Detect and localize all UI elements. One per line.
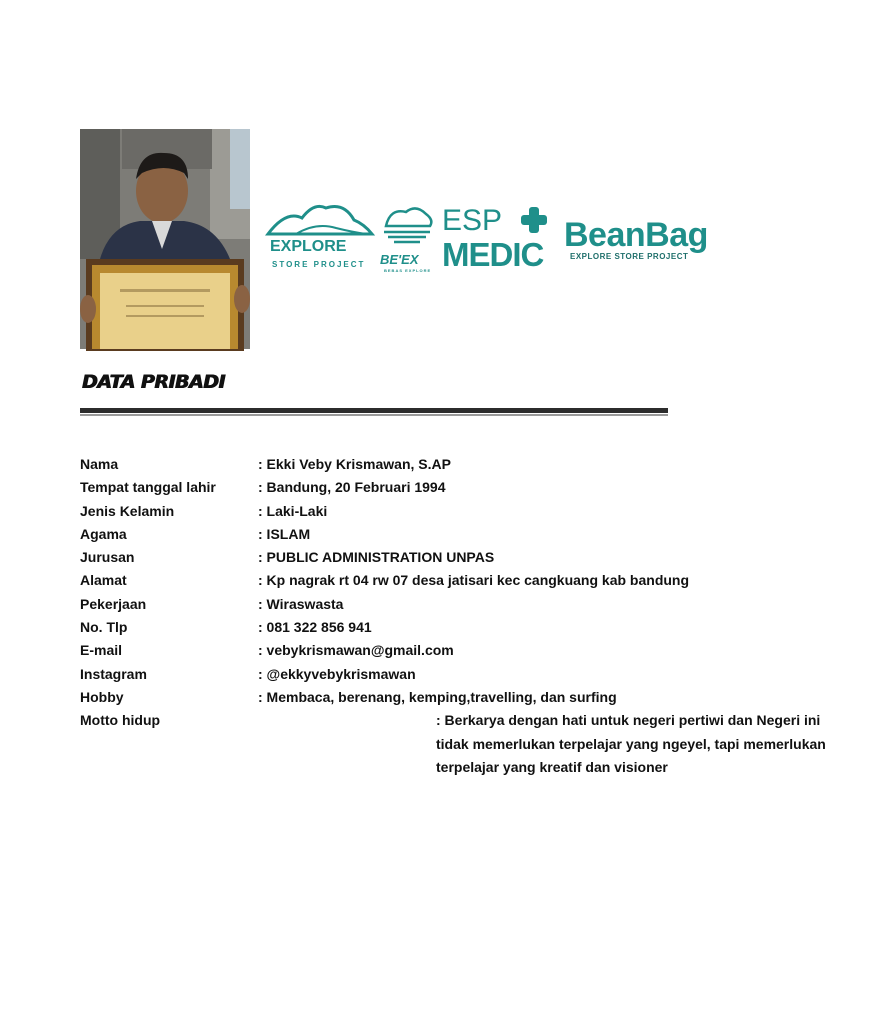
field-label: Instagram <box>80 665 147 682</box>
motto-value <box>436 710 878 780</box>
field-label: Jurusan <box>80 549 135 566</box>
personal-data-list <box>80 454 826 780</box>
motto-line: : Berkarya dengan hati untuk negeri pertiwi dan Negeri ini <box>436 712 821 729</box>
field-value: : PUBLIC ADMINISTRATION UNPAS <box>258 549 495 566</box>
field-label: Alamat <box>80 572 127 589</box>
motto-line: terpelajar yang kreatif dan visioner <box>436 758 668 775</box>
field-row-motto <box>80 710 826 780</box>
beanbag-logo-text: BeanBag <box>564 216 708 254</box>
beex-logo-subtext: BEBAS EXPLORE <box>384 268 432 273</box>
heading-divider-shadow <box>80 414 668 416</box>
field-label: Pekerjaan <box>80 595 147 612</box>
field-label: Tempat tanggal lahir <box>80 479 216 496</box>
field-row-gender <box>80 501 700 524</box>
profile-photo <box>80 129 250 349</box>
field-row-hobby <box>80 687 700 710</box>
field-label: Motto hidup <box>80 712 161 729</box>
medic-logo-text: MEDIC <box>442 236 544 273</box>
esp-logo-text: ESP <box>442 204 503 237</box>
field-value: : Laki-Laki <box>258 502 328 519</box>
medical-cross-icon <box>520 206 548 234</box>
beex-logo-text: BE'EX <box>380 252 419 267</box>
beanbag-logo <box>564 200 720 276</box>
field-value: : Wiraswasta <box>258 595 344 612</box>
esp-medic-logo <box>442 200 554 276</box>
beanbag-logo-subtext: EXPLORE STORE PROJECT <box>570 252 689 261</box>
field-row-email <box>80 640 700 663</box>
field-value: : vebykrismawan@gmail.com <box>258 642 454 659</box>
field-label: Agama <box>80 525 127 542</box>
field-label: E-mail <box>80 642 123 659</box>
field-value: : Membaca, berenang, kemping,travelling, dan surfing <box>258 688 617 705</box>
explore-logo-subtext: STORE PROJECT <box>272 260 366 269</box>
field-value: : Ekki Veby Krismawan, S.AP <box>258 456 451 472</box>
explore-logo-text: EXPLORE <box>270 238 347 255</box>
field-label: Jenis Kelamin <box>80 502 175 519</box>
field-label: No. Tlp <box>80 619 128 636</box>
motto-line: tidak memerlukan terpelajar yang ngeyel, tapi memerlukan <box>436 735 826 752</box>
partner-logos <box>262 200 722 280</box>
section-heading: DATA PRIBADI <box>82 371 226 393</box>
field-row-phone <box>80 617 700 640</box>
field-row-major <box>80 547 700 570</box>
explore-store-project-logo <box>266 200 374 276</box>
field-row-birth <box>80 477 700 500</box>
heading-divider <box>80 408 668 413</box>
field-label: Hobby <box>80 688 124 705</box>
field-row-occupation <box>80 594 700 617</box>
field-value: : @ekkyvebykrismawan <box>258 665 416 682</box>
field-value: : ISLAM <box>258 525 311 542</box>
field-label: Nama <box>80 456 119 472</box>
field-row-religion <box>80 524 700 547</box>
beex-logo <box>380 200 434 276</box>
field-row-address <box>80 570 700 593</box>
field-value: : Bandung, 20 Februari 1994 <box>258 479 446 496</box>
field-value: : 081 322 856 941 <box>258 619 372 636</box>
field-row-instagram <box>80 664 700 687</box>
field-value: : Kp nagrak rt 04 rw 07 desa jatisari kec cangkuang kab bandung <box>258 572 690 589</box>
field-row-name <box>80 454 700 477</box>
